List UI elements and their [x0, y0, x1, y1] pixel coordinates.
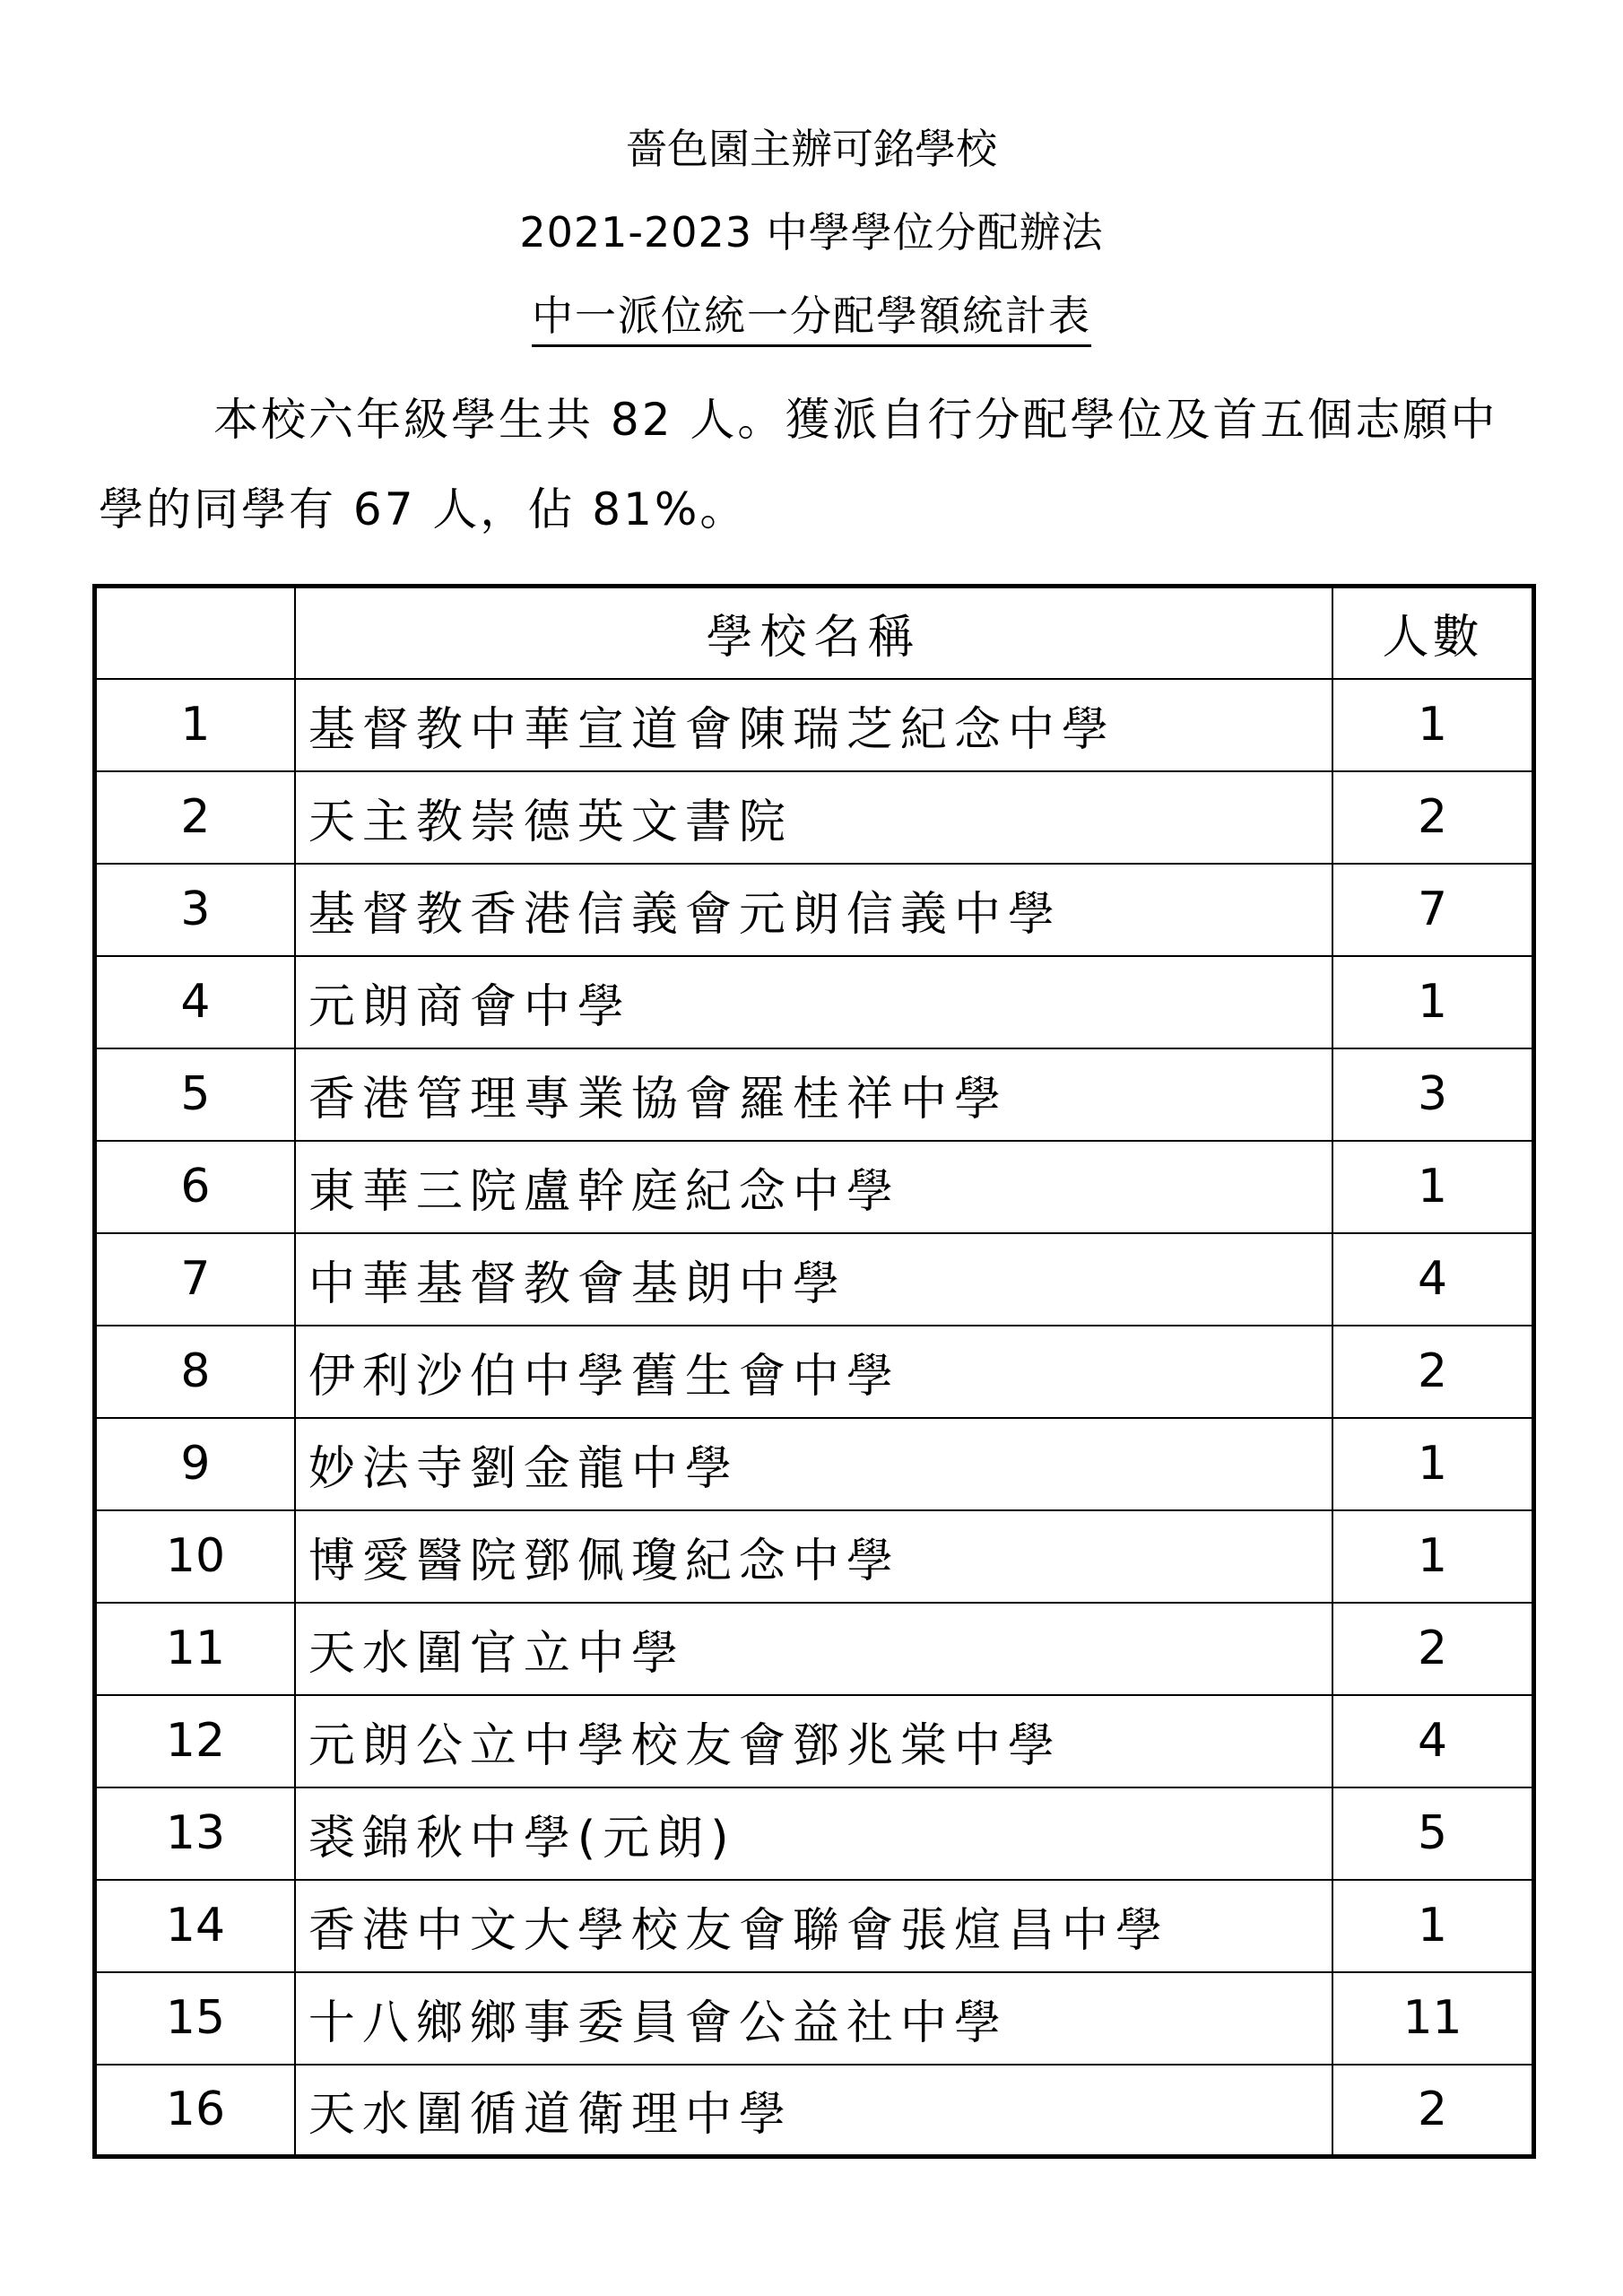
row-school-name: 博愛醫院鄧佩瓊紀念中學: [295, 1510, 1332, 1603]
table-row: [95, 2065, 1534, 2157]
row-index: 9: [95, 1418, 295, 1510]
row-index: 7: [95, 1233, 295, 1326]
table-row: [95, 1787, 1534, 1880]
row-index: 8: [95, 1326, 295, 1418]
row-count: 4: [1332, 1233, 1533, 1326]
row-school-name: 天水圍循道衛理中學: [295, 2065, 1332, 2157]
row-index: 12: [95, 1695, 295, 1787]
row-school-name: 天主教崇德英文書院: [295, 771, 1332, 864]
row-count: 3: [1332, 1048, 1533, 1141]
table-row: [95, 1510, 1534, 1603]
header-index: [95, 587, 295, 679]
row-count: 1: [1332, 1880, 1533, 1972]
allocation-year-title: 2021-2023 中學學位分配辦法: [519, 208, 1104, 257]
row-index: 4: [95, 956, 295, 1048]
allocation-table-container: [92, 584, 1536, 2159]
row-school-name: 十八鄉鄉事委員會公益社中學: [295, 1972, 1332, 2065]
row-count: 4: [1332, 1695, 1533, 1787]
row-index: 14: [95, 1880, 295, 1972]
table-body: [95, 679, 1534, 2157]
row-school-name: 天水圍官立中學: [295, 1603, 1332, 1695]
row-count: 2: [1332, 1326, 1533, 1418]
table-title: [0, 289, 1623, 347]
row-count: 2: [1332, 771, 1533, 864]
summary-text: 本校六年級學生共 82 人。獲派自行分配學位及首五個志願中學的同學有 67 人，佔 81%。: [99, 394, 1498, 535]
summary-paragraph: [99, 375, 1533, 554]
row-school-name: 元朗公立中學校友會鄧兆棠中學: [295, 1695, 1332, 1787]
row-count: 7: [1332, 864, 1533, 956]
table-row: [95, 1880, 1534, 1972]
row-school-name: 妙法寺劉金龍中學: [295, 1418, 1332, 1510]
table-row: [95, 1141, 1534, 1233]
row-index: 13: [95, 1787, 295, 1880]
row-count: 5: [1332, 1787, 1533, 1880]
table-row: [95, 1603, 1534, 1695]
row-index: 5: [95, 1048, 295, 1141]
row-index: 1: [95, 679, 295, 771]
row-index: 6: [95, 1141, 295, 1233]
table-row: [95, 1326, 1534, 1418]
row-school-name: 伊利沙伯中學舊生會中學: [295, 1326, 1332, 1418]
row-index: 3: [95, 864, 295, 956]
table-row: [95, 956, 1534, 1048]
row-count: 2: [1332, 1603, 1533, 1695]
row-index: 10: [95, 1510, 295, 1603]
table-row: [95, 771, 1534, 864]
row-index: 15: [95, 1972, 295, 2065]
row-school-name: 香港中文大學校友會聯會張煊昌中學: [295, 1880, 1332, 1972]
row-school-name: 中華基督教會基朗中學: [295, 1233, 1332, 1326]
table-row: [95, 1048, 1534, 1141]
row-school-name: 基督教中華宣道會陳瑞芝紀念中學: [295, 679, 1332, 771]
allocation-table: [92, 584, 1536, 2159]
table-row: [95, 1418, 1534, 1510]
row-school-name: 香港管理專業協會羅桂祥中學: [295, 1048, 1332, 1141]
row-index: 2: [95, 771, 295, 864]
table-row: [95, 679, 1534, 771]
table-row: [95, 1233, 1534, 1326]
row-count: 1: [1332, 1510, 1533, 1603]
row-count: 2: [1332, 2065, 1533, 2157]
row-index: 16: [95, 2065, 295, 2157]
table-row: [95, 1695, 1534, 1787]
row-count: 1: [1332, 679, 1533, 771]
row-count: 1: [1332, 1418, 1533, 1510]
table-row: [95, 864, 1534, 956]
header-count: 人數: [1332, 587, 1533, 679]
table-header-row: [95, 587, 1534, 679]
row-school-name: 東華三院盧幹庭紀念中學: [295, 1141, 1332, 1233]
table-row: [95, 1972, 1534, 2065]
row-school-name: 基督教香港信義會元朗信義中學: [295, 864, 1332, 956]
row-count: 11: [1332, 1972, 1533, 2065]
header-school-name: 學校名稱: [295, 587, 1332, 679]
row-school-name: 裘錦秋中學(元朗): [295, 1787, 1332, 1880]
row-index: 11: [95, 1603, 295, 1695]
table-title-text: 中一派位統一分配學額統計表: [532, 289, 1091, 347]
school-name-title: 嗇色園主辦可銘學校: [626, 125, 997, 173]
row-school-name: 元朗商會中學: [295, 956, 1332, 1048]
row-count: 1: [1332, 1141, 1533, 1233]
row-count: 1: [1332, 956, 1533, 1048]
